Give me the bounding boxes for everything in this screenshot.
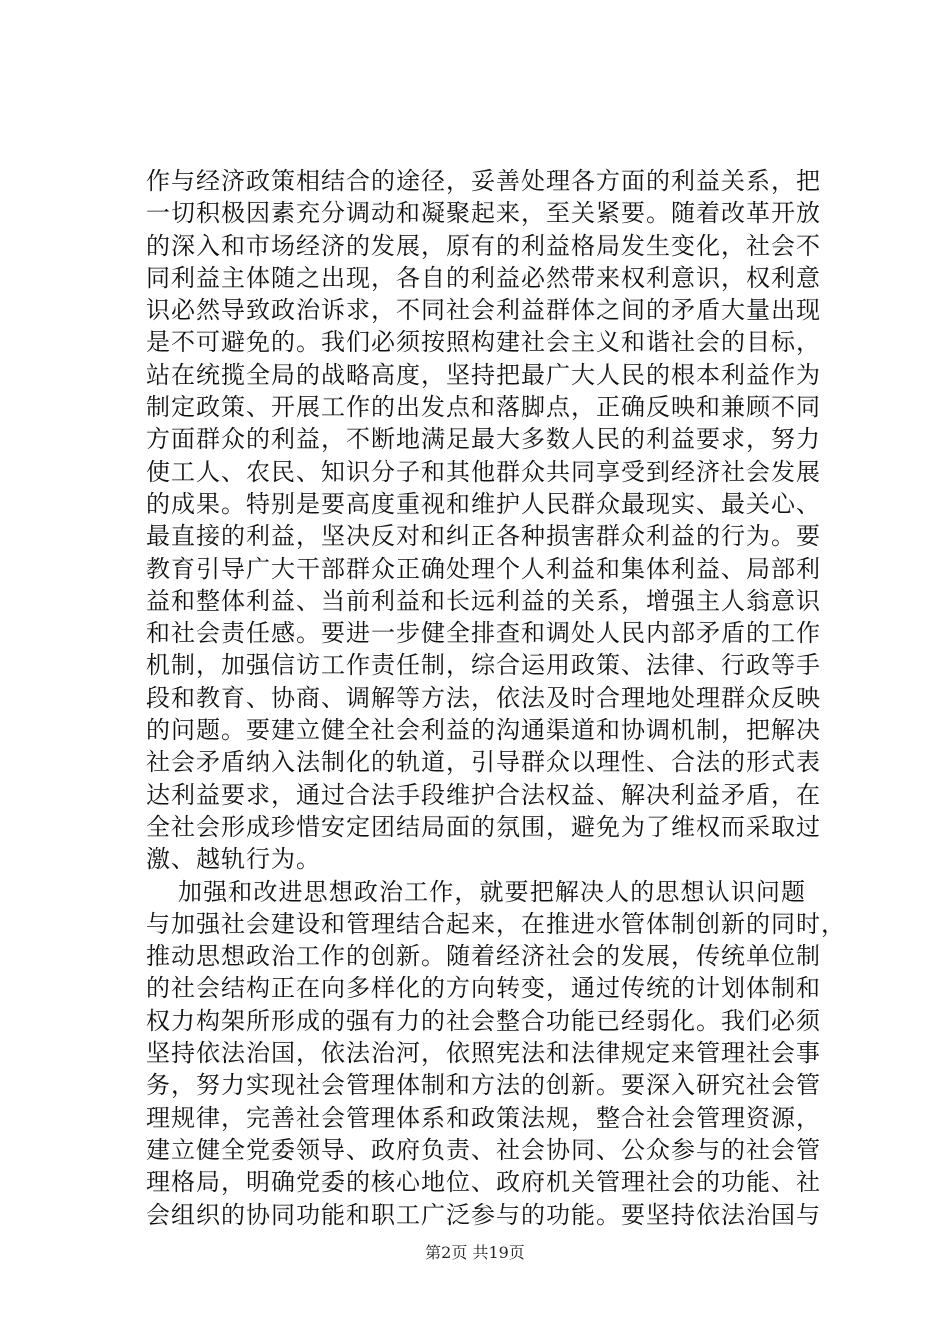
- text-line: 的问题。要建立健全社会利益的沟通渠道和协调机制，把解决: [146, 716, 821, 745]
- text-line: 站在统揽全局的战略高度，坚持把最广大人民的根本利益作为: [146, 360, 821, 389]
- text-line: 同利益主体随之出现，各自的利益必然带来权利意识，权利意: [146, 263, 821, 292]
- text-line: 教育引导广大干部群众正确处理个人利益和集体利益、局部利: [146, 554, 821, 583]
- text-line: 社会矛盾纳入法制化的轨道，引导群众以理性、合法的形式表: [146, 748, 821, 777]
- text-line: 激、越轨行为。: [146, 845, 321, 874]
- text-line: 务，努力实现社会管理体制和方法的创新。要深入研究社会管: [146, 1071, 821, 1100]
- text-line: 建立健全党委领导、政府负责、社会协同、公众参与的社会管: [146, 1135, 821, 1164]
- text-line: 推动思想政治工作的创新。随着经济社会的发展，传统单位制: [146, 942, 821, 971]
- text-line: 会组织的协同功能和职工广泛参与的功能。要坚持依法治国与: [146, 1200, 821, 1229]
- text-line: 全社会形成珍惜安定团结局面的氛围，避免为了维权而采取过: [146, 812, 821, 841]
- text-line: 与加强社会建设和管理结合起来，在推进水管体制创新的同时，: [146, 909, 846, 938]
- text-line: 是不可避免的。我们必须按照构建社会主义和谐社会的目标，: [146, 328, 821, 357]
- page-footer: [0, 1240, 950, 1263]
- text-line: 段和教育、协商、调解等方法，依法及时合理地处理群众反映: [146, 683, 821, 712]
- text-line: 达利益要求，通过合法手段维护合法权益、解决利益矛盾，在: [146, 780, 821, 809]
- text-line: 的深入和市场经济的发展，原有的利益格局发生变化，社会不: [146, 231, 821, 260]
- text-line: 理规律，完善社会管理体系和政策法规，整合社会管理资源，: [146, 1103, 821, 1132]
- text-line: 识必然导致政治诉求，不同社会利益群体之间的矛盾大量出现: [146, 296, 821, 325]
- text-line: 使工人、农民、知识分子和其他群众共同享受到经济社会发展: [146, 457, 821, 486]
- text-line: 机制，加强信访工作责任制，综合运用政策、法律、行政等手: [146, 651, 821, 680]
- text-line: 制定政策、开展工作的出发点和落脚点，正确反映和兼顾不同: [146, 393, 821, 422]
- text-line: 和社会责任感。要进一步健全排查和调处人民内部矛盾的工作: [146, 619, 821, 648]
- text-line: 权力构架所形成的强有力的社会整合功能已经弱化。我们必须: [146, 1006, 821, 1035]
- text-line: 理格局，明确党委的核心地位、政府机关管理社会的功能、社: [146, 1168, 821, 1197]
- text-line: 的社会结构正在向多样化的方向转变，通过传统的计划体制和: [146, 974, 821, 1003]
- text-line: 的成果。特别是要高度重视和维护人民群众最现实、最关心、: [146, 489, 821, 518]
- text-line: 坚持依法治国，依法治河，依照宪法和法律规定来管理社会事: [146, 1039, 821, 1068]
- text-line: 益和整体利益、当前利益和长远利益的关系，增强主人翁意识: [146, 586, 821, 615]
- text-line: 一切积极因素充分调动和凝聚起来，至关紧要。随着改革开放: [146, 199, 821, 228]
- text-line: 最直接的利益，坚决反对和纠正各种损害群众利益的行为。要: [146, 522, 821, 551]
- text-line: 方面群众的利益，不断地满足最大多数人民的利益要求，努力: [146, 425, 821, 454]
- page-number-label: 第2页 共19页: [425, 1243, 525, 1262]
- body-text: [146, 165, 846, 1231]
- text-line: 作与经济政策相结合的途径，妥善处理各方面的利益关系，把: [146, 167, 821, 195]
- paragraph-start-line: 加强和改进思想政治工作，就要把解决人的思想认识问题: [178, 877, 806, 906]
